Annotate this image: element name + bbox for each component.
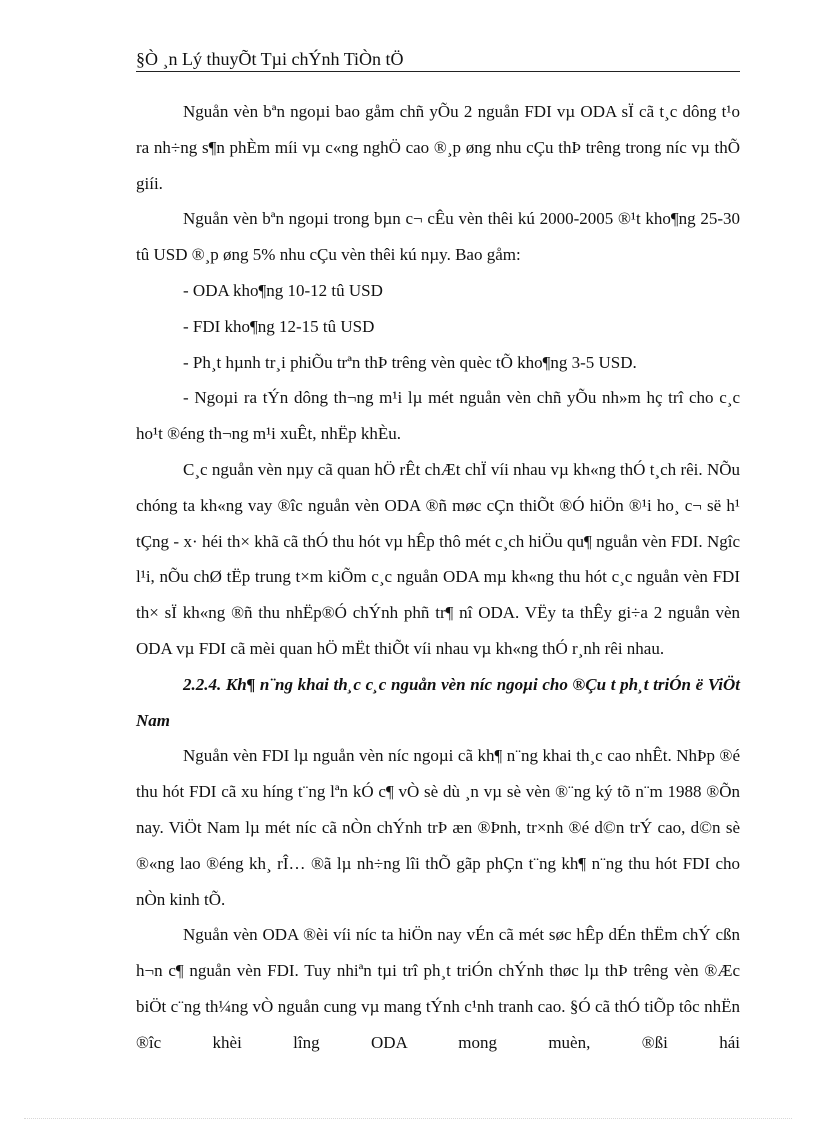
page-header	[136, 48, 740, 72]
page-bottom-divider	[24, 1118, 792, 1119]
paragraph-trade-credit: - Ngoµi ra tÝn dông th¬ng m¹i lµ mét nguån vèn chñ yÕu nh»m hç trî cho c¸c ho¹t ®éng th¬ng m¹i xuÊt, nhËp khÈu.	[136, 388, 740, 444]
paragraph-fdi-capability: Nguån vèn FDI lµ nguån vèn níc ngoµi cã kh¶ n¨ng khai th¸c cao nhÊt. NhÞp ®é thu hót FDI cã xu híng t¨ng lªn kÓ c¶ vÒ sè dù ¸n vµ sè vèn ®¨ng ký tõ n¨m 1988 ®Õn nay. ViÖt Nam lµ mét níc cã nÒn chÝnh trÞ æn ®Þnh, tr×nh ®é d©n trÝ cao, d©n sè ®«ng lao ®éng kh¸ rÎ… ®ã lµ nh÷ng lîi thÕ gãp phÇn t¨ng kh¶ n¨ng thu hót FDI cho nÒn kinh tÕ.	[136, 746, 740, 909]
list-item-bonds: - Ph¸t hµnh tr¸i phiÕu trªn thÞ trêng vèn quèc tÕ kho¶ng 3-5 USD.	[183, 352, 637, 372]
header-title: §Ò ¸n Lý thuyÕt Tµi chÝnh TiÒn tÖ	[136, 49, 404, 69]
document-body	[136, 94, 740, 1061]
paragraph-oda-attraction: Nguån vèn ODA ®èi víi níc ta hiÖn nay vÉn cã mét søc hÊp dÉn thËm chÝ cßn h¬n c¶ nguån vèn FDI. Tuy nhiªn tµi trî ph¸t triÓn chÝnh thøc lµ thÞ trêng vèn ®Æc biÖt c¨ng th¼ng vÒ nguån cung vµ mang tÝnh c¹nh tranh cao. §Ó cã thÓ tiÕp tôc nhËn ®îc khèi lîng ODA mong muèn, ®ßi hái	[136, 925, 740, 1052]
list-item-fdi: - FDI kho¶ng 12-15 tû USD	[183, 316, 375, 336]
list-item-oda: - ODA kho¶ng 10-12 tû USD	[183, 280, 383, 300]
paragraph-capital-structure-2000-2005: Nguån vèn bªn ngoµi trong bµn c¬ cÊu vèn thêi kú 2000-2005 ®¹t kho¶ng 25-30 tû USD ®¸p øng 5% nhu cÇu vèn thêi kú nµy. Bao gåm:	[136, 209, 740, 265]
paragraph-relationship-oda-fdi: C¸c nguån vèn nµy cã quan hÖ rÊt chÆt chÏ víi nhau vµ kh«ng thÓ t¸ch rêi. NÕu chóng ta kh«ng vay ®îc nguån vèn ODA ®ñ møc cÇn thiÕt ®Ó hiÖn ®¹i ho¸ c¬ së h¹ tÇng - x· héi th× khã cã thÓ thu hót vµ hÊp thô mét c¸ch hiÖu qu¶ nguån vèn FDI. Ngîc l¹i, nÕu chØ tËp trung t×m kiÕm c¸c nguån ODA mµ kh«ng thu hót c¸c nguån vèn FDI th× sÏ kh«ng ®ñ thu nhËp®Ó chÝnh phñ tr¶ nî ODA. VËy ta thÊy gi÷a 2 nguån vèn ODA vµ FDI cã mèi quan hÖ mËt thiÕt víi nhau vµ kh«ng thÓ r¸nh rêi nhau.	[136, 459, 740, 658]
section-heading-2-2-4: 2.2.4. Kh¶ n¨ng khai th¸c c¸c nguån vèn níc ngoµi cho ®Çu t ph¸t triÓn ë ViÖt Nam	[136, 674, 740, 730]
paragraph-foreign-capital-sources: Nguån vèn bªn ngoµi bao gåm chñ yÕu 2 nguån FDI vµ ODA sÏ cã t¸c dông t¹o ra nh÷ng s¶n phÈm míi vµ c«ng nghÖ cao ®¸p øng nhu cÇu thÞ trêng trong níc vµ thÕ giíi.	[136, 102, 740, 193]
